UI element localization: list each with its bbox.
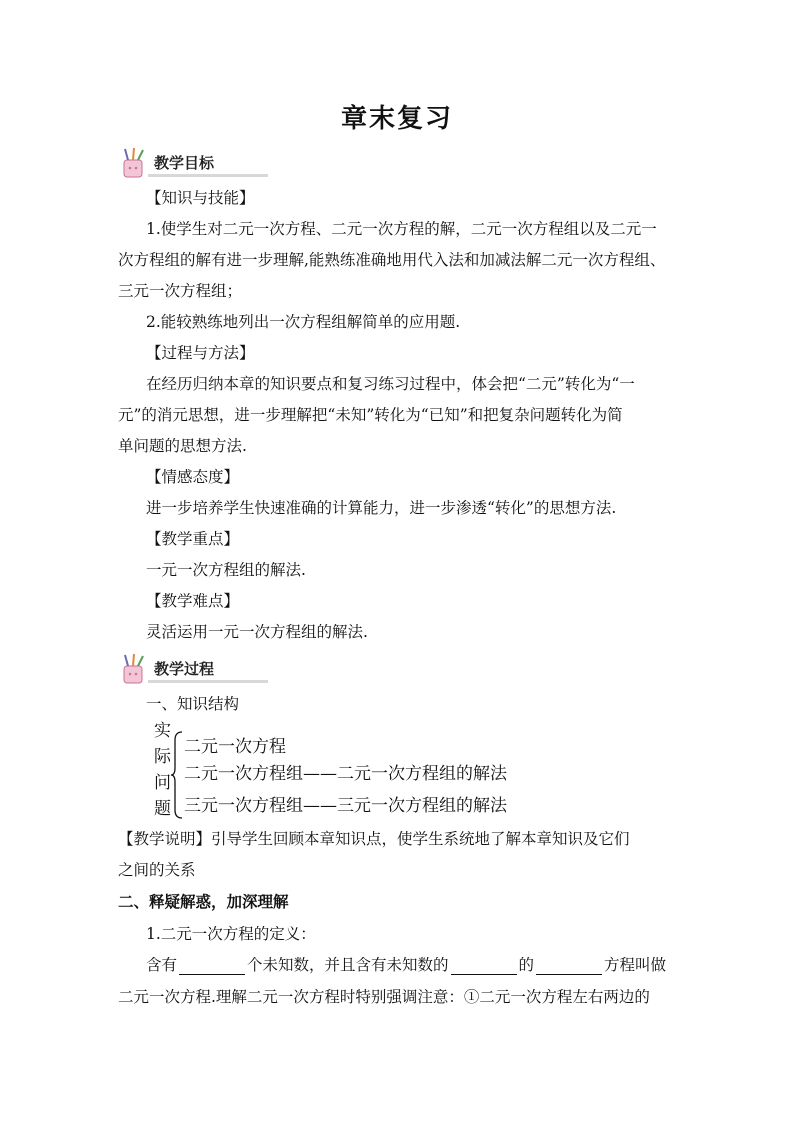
knowledge-heading: 【知识与技能】 <box>146 189 255 207</box>
knowledge-item-2: 2.能较熟练地列出一次方程组解简单的应用题. <box>146 313 461 331</box>
structure-item-2: 二元一次方程组——二元一次方程组的解法 <box>184 764 507 784</box>
teaching-note-line-1: 【教学说明】引导学生回顾本章知识点，使学生系统地了解本章知识及它们 <box>118 830 630 848</box>
difficult-point-heading: 【教学难点】 <box>146 592 240 610</box>
key-point-text: 一元一次方程组的解法. <box>146 561 306 579</box>
process-method-line-1: 在经历归纳本章的知识要点和复习练习过程中，体会把“二元”转化为“一 <box>146 375 635 393</box>
page-title: 章末复习 <box>340 104 453 134</box>
banner-label: 教学过程 <box>154 660 215 678</box>
structure-item-3: 三元一次方程组——三元一次方程组的解法 <box>184 796 507 816</box>
key-point-heading: 【教学重点】 <box>146 530 240 548</box>
attitude-heading: 【情感态度】 <box>146 468 240 486</box>
definition-line-2: 二元一次方程.理解二元一次方程时特别强调注意：①二元一次方程左右两边的 <box>118 988 650 1006</box>
part-two-heading: 二、释疑解惑，加深理解 <box>118 892 289 911</box>
difficult-point-text: 灵活运用一元一次方程组的解法. <box>146 623 368 641</box>
section-banner-process <box>118 652 268 686</box>
section-banner-goals <box>118 146 268 180</box>
process-method-line-3: 单问题的思想方法. <box>118 437 247 455</box>
answer-blank <box>536 958 602 975</box>
banner-label: 教学目标 <box>154 154 215 172</box>
process-method-line-2: 元”的消元思想，进一步理解把“未知”转化为“已知”和把复杂问题转化为简 <box>118 406 623 424</box>
process-method-heading: 【过程与方法】 <box>146 344 255 362</box>
definition-heading: 1.二元一次方程的定义： <box>146 925 316 943</box>
answer-blank <box>451 958 517 975</box>
structure-side-label: 实 际 问 题 <box>154 721 171 819</box>
answer-blank <box>179 958 245 975</box>
knowledge-item-1-line-1: 1.使学生对二元一次方程、二元一次方程的解，二元一次方程组以及二元一 <box>146 220 657 238</box>
banner-underline <box>148 680 268 683</box>
banner-underline <box>148 174 268 177</box>
knowledge-structure-heading: 一、知识结构 <box>146 695 240 713</box>
knowledge-item-1-line-3: 三元一次方程组； <box>118 282 243 300</box>
structure-brace <box>170 730 184 820</box>
knowledge-item-1-line-2: 次方程组的解有进一步理解,能熟练准确地用代入法和加减法解二元一次方程组、 <box>118 251 666 269</box>
teaching-note-line-2: 之间的关系 <box>118 861 196 879</box>
definition-fill-in-line: 含有 个未知数，并且含有未知数的 的 方程叫做 <box>146 956 667 974</box>
structure-item-1: 二元一次方程 <box>184 737 286 757</box>
attitude-text: 进一步培养学生快速准确的计算能力，进一步渗透“转化”的思想方法. <box>146 499 617 517</box>
